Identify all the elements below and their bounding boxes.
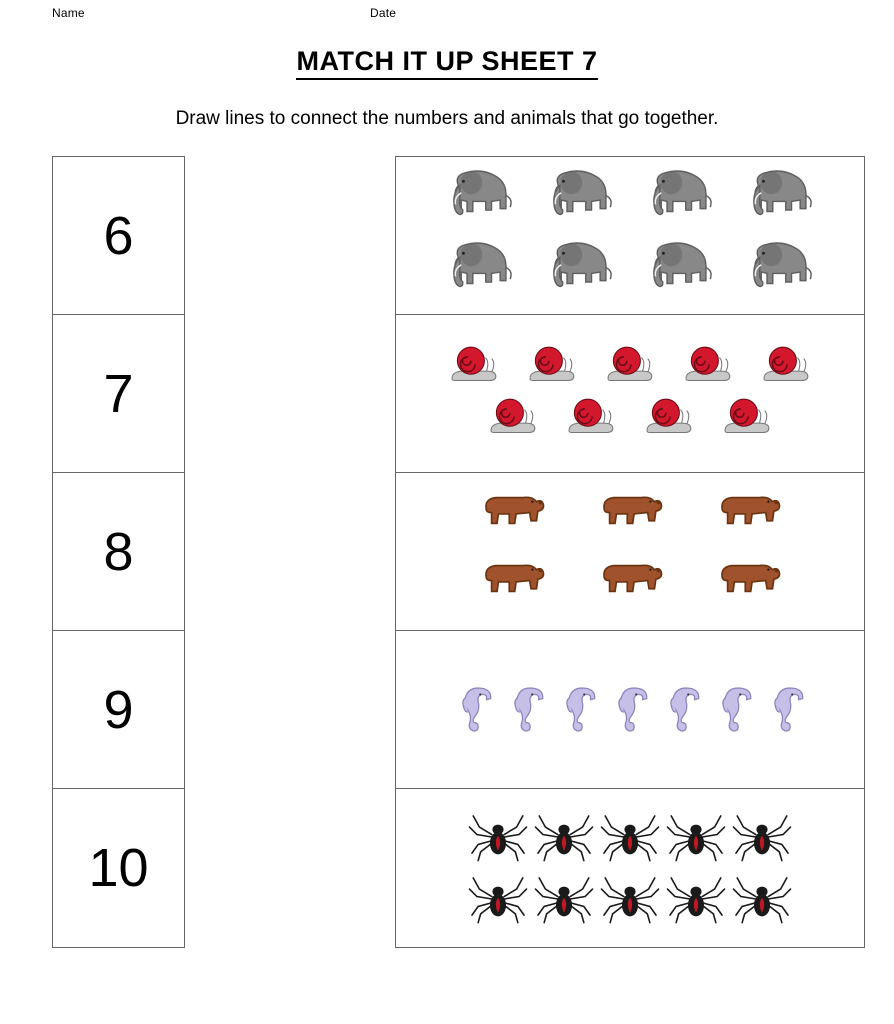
date-field-label: Date [370, 6, 397, 20]
animal-row [396, 656, 864, 764]
snail-icon [669, 342, 747, 394]
animal-cell-spider[interactable] [396, 789, 864, 947]
bear-icon [689, 552, 807, 620]
seahorse-icon [604, 656, 656, 764]
elephant-icon [530, 236, 630, 308]
snail-icon [591, 342, 669, 394]
number-cell[interactable]: 10 [88, 838, 149, 898]
spider-icon [729, 806, 795, 868]
bear-icon [571, 552, 689, 620]
animal-row [396, 552, 864, 620]
number-cell[interactable]: 7 [53, 315, 184, 473]
animal-row [396, 868, 864, 930]
snail-icon [552, 394, 630, 446]
animal-row [396, 394, 864, 446]
numbers-column [52, 156, 185, 948]
instruction-text: Draw lines to connect the numbers and animals that go together. [175, 108, 719, 129]
elephant-icon [630, 236, 730, 308]
name-field-label: Name [52, 6, 85, 20]
animal-row [396, 236, 864, 308]
page-title-text: MATCH IT UP SHEET 7 [296, 46, 597, 80]
animal-row [396, 806, 864, 868]
number-cell[interactable]: 6 [53, 157, 184, 315]
bear-icon [453, 552, 571, 620]
snail-icon [630, 394, 708, 446]
spider-icon [465, 806, 531, 868]
seahorse-icon [760, 656, 812, 764]
bear-icon [453, 484, 571, 552]
seahorse-icon [448, 656, 500, 764]
spider-icon [597, 868, 663, 930]
snail-icon [513, 342, 591, 394]
snail-icon [435, 342, 513, 394]
snail-icon [474, 394, 552, 446]
elephant-icon [430, 164, 530, 236]
snail-icon [708, 394, 786, 446]
snail-icon [747, 342, 825, 394]
seahorse-icon [552, 656, 604, 764]
spider-icon [465, 868, 531, 930]
elephant-icon [530, 164, 630, 236]
elephant-icon [730, 236, 830, 308]
spider-icon [729, 868, 795, 930]
seahorse-icon [656, 656, 708, 764]
animal-cell-snail[interactable] [396, 315, 864, 473]
spider-icon [531, 868, 597, 930]
elephant-icon [430, 236, 530, 308]
animal-row [396, 342, 864, 394]
animals-column [395, 156, 865, 948]
elephant-icon [630, 164, 730, 236]
spider-icon [663, 806, 729, 868]
animal-cell-elephant[interactable] [396, 157, 864, 315]
number-cell[interactable]: 8 [53, 473, 184, 631]
page-title [0, 46, 894, 77]
bear-icon [689, 484, 807, 552]
number-cell[interactable]: 9 [53, 631, 184, 789]
elephant-icon [730, 164, 830, 236]
seahorse-icon [708, 656, 760, 764]
animal-row [396, 484, 864, 552]
seahorse-icon [500, 656, 552, 764]
spider-icon [531, 806, 597, 868]
animal-cell-bear[interactable] [396, 473, 864, 631]
animal-row [396, 164, 864, 236]
bear-icon [571, 484, 689, 552]
spider-icon [663, 868, 729, 930]
animal-cell-seahorse[interactable] [396, 631, 864, 789]
spider-icon [597, 806, 663, 868]
